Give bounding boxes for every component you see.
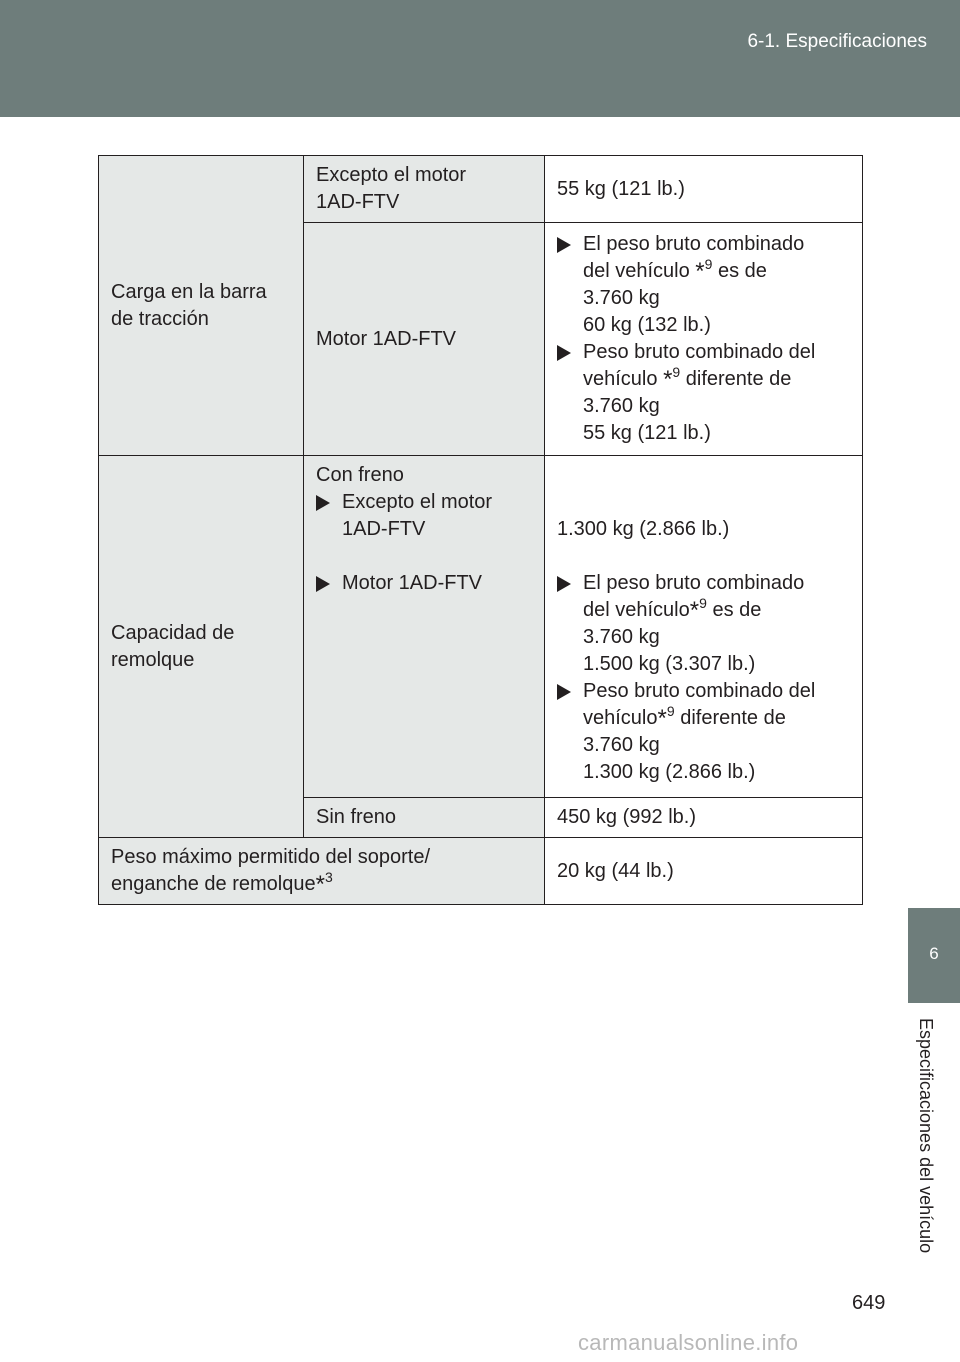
cell-text: remolque [111,648,195,671]
arrow-right-icon [316,495,330,511]
chapter-number: 6 [929,944,939,963]
footnote-mark: * [663,366,673,393]
list-item [557,339,850,447]
towing-no-brake-cell [304,798,545,838]
cell-text: 55 kg (121 lb.) [583,422,711,444]
cell-text: vehículo [583,368,664,390]
cell-text: diferente de [680,368,792,390]
cell-text: Excepto el motor [316,164,467,186]
cell-text: de tracción [111,307,209,330]
cell-text: diferente de [674,707,786,729]
drawbar-motor-value-cell [545,223,863,456]
cell-text: Peso bruto combinado del [583,680,816,702]
page-number: 649 [852,1292,886,1314]
section-title: 6-1. Especificaciones [747,31,927,52]
footnote-mark: * [689,597,700,624]
arrow-right-icon [557,684,571,700]
list-item [557,231,850,339]
cell-text: 3.760 kg [583,734,660,756]
cell-text: 55 kg (121 lb.) [557,177,685,200]
drawbar-label-cell [99,156,304,456]
watermark: carmanualsonline.info [578,1330,799,1355]
cell-text: 1.300 kg (2.866 lb.) [557,518,730,540]
footnote-number: 9 [666,703,675,719]
cell-text: 1AD-FTV [316,191,400,213]
cell-text [583,705,850,732]
footnote-mark: * [315,871,325,898]
arrow-right-icon [557,237,571,253]
cell-text: 60 kg (132 lb.) [583,314,711,336]
drawbar-motor-cell [304,223,545,456]
cell-text: Motor 1AD-FTV [316,327,457,350]
cell-text: 3.760 kg [583,287,660,309]
towing-no-brake-value-cell [545,798,863,838]
towing-brake-cell [304,456,545,798]
cell-text: Sin freno [316,806,397,828]
towing-brake-value-cell [545,456,863,798]
cell-text: Peso máximo permitido del soporte/ [111,846,431,868]
cell-text: 1AD-FTV [342,518,426,540]
cell-text: El peso bruto combinado [583,233,805,255]
arrow-right-icon [557,576,571,592]
cell-text: Carga en la barra [111,280,267,303]
cell-text: Con freno [316,464,404,486]
list-item [557,570,850,678]
cell-text: 1.300 kg (2.866 lb.) [583,761,756,783]
cell-text: 3.760 kg [583,395,660,417]
hitch-value-cell [545,838,863,905]
drawbar-except-value-cell [545,156,863,223]
footnote-number: 9 [672,364,681,380]
list-item [557,678,850,786]
cell-text: 450 kg (992 lb.) [557,806,696,828]
drawbar-except-cell [304,156,545,223]
cell-text [583,597,850,624]
chapter-label-text: Especificaciones del vehículo [916,1018,936,1254]
cell-text: Peso bruto combinado del [583,341,816,363]
cell-text: es de [712,260,767,282]
arrow-right-icon [316,576,330,592]
cell-text: del vehículo [583,260,696,282]
footnote-number: 9 [699,595,707,611]
page-header [0,0,960,117]
towing-label-cell [99,456,304,838]
cell-text: Capacidad de [111,621,235,644]
cell-text: del vehículo [583,599,690,621]
table-row [99,156,863,223]
cell-text: 20 kg (44 lb.) [557,859,674,882]
cell-text [111,871,532,898]
footnote-number: 3 [324,869,333,885]
table-row [99,838,863,905]
chapter-tab [908,908,960,1003]
list-item [316,489,532,543]
table-row [99,456,863,798]
cell-text [583,258,850,285]
footnote-mark: * [695,258,705,285]
cell-text: Motor 1AD-FTV [342,572,483,594]
cell-text: 1.500 kg (3.307 lb.) [583,653,756,675]
list-item [316,570,532,597]
cell-text: 3.760 kg [583,626,660,648]
cell-text: Excepto el motor [342,491,493,513]
spec-table [98,155,863,905]
cell-text: es de [706,599,762,621]
cell-text: vehículo [583,707,658,729]
arrow-right-icon [557,345,571,361]
footnote-mark: * [657,705,667,732]
cell-text: El peso bruto combinado [583,572,805,594]
chapter-side-label [915,1018,955,1288]
hitch-label-cell [99,838,545,905]
footnote-number: 9 [704,256,713,272]
cell-text [583,366,850,393]
cell-text: enganche de remolque [111,873,316,895]
